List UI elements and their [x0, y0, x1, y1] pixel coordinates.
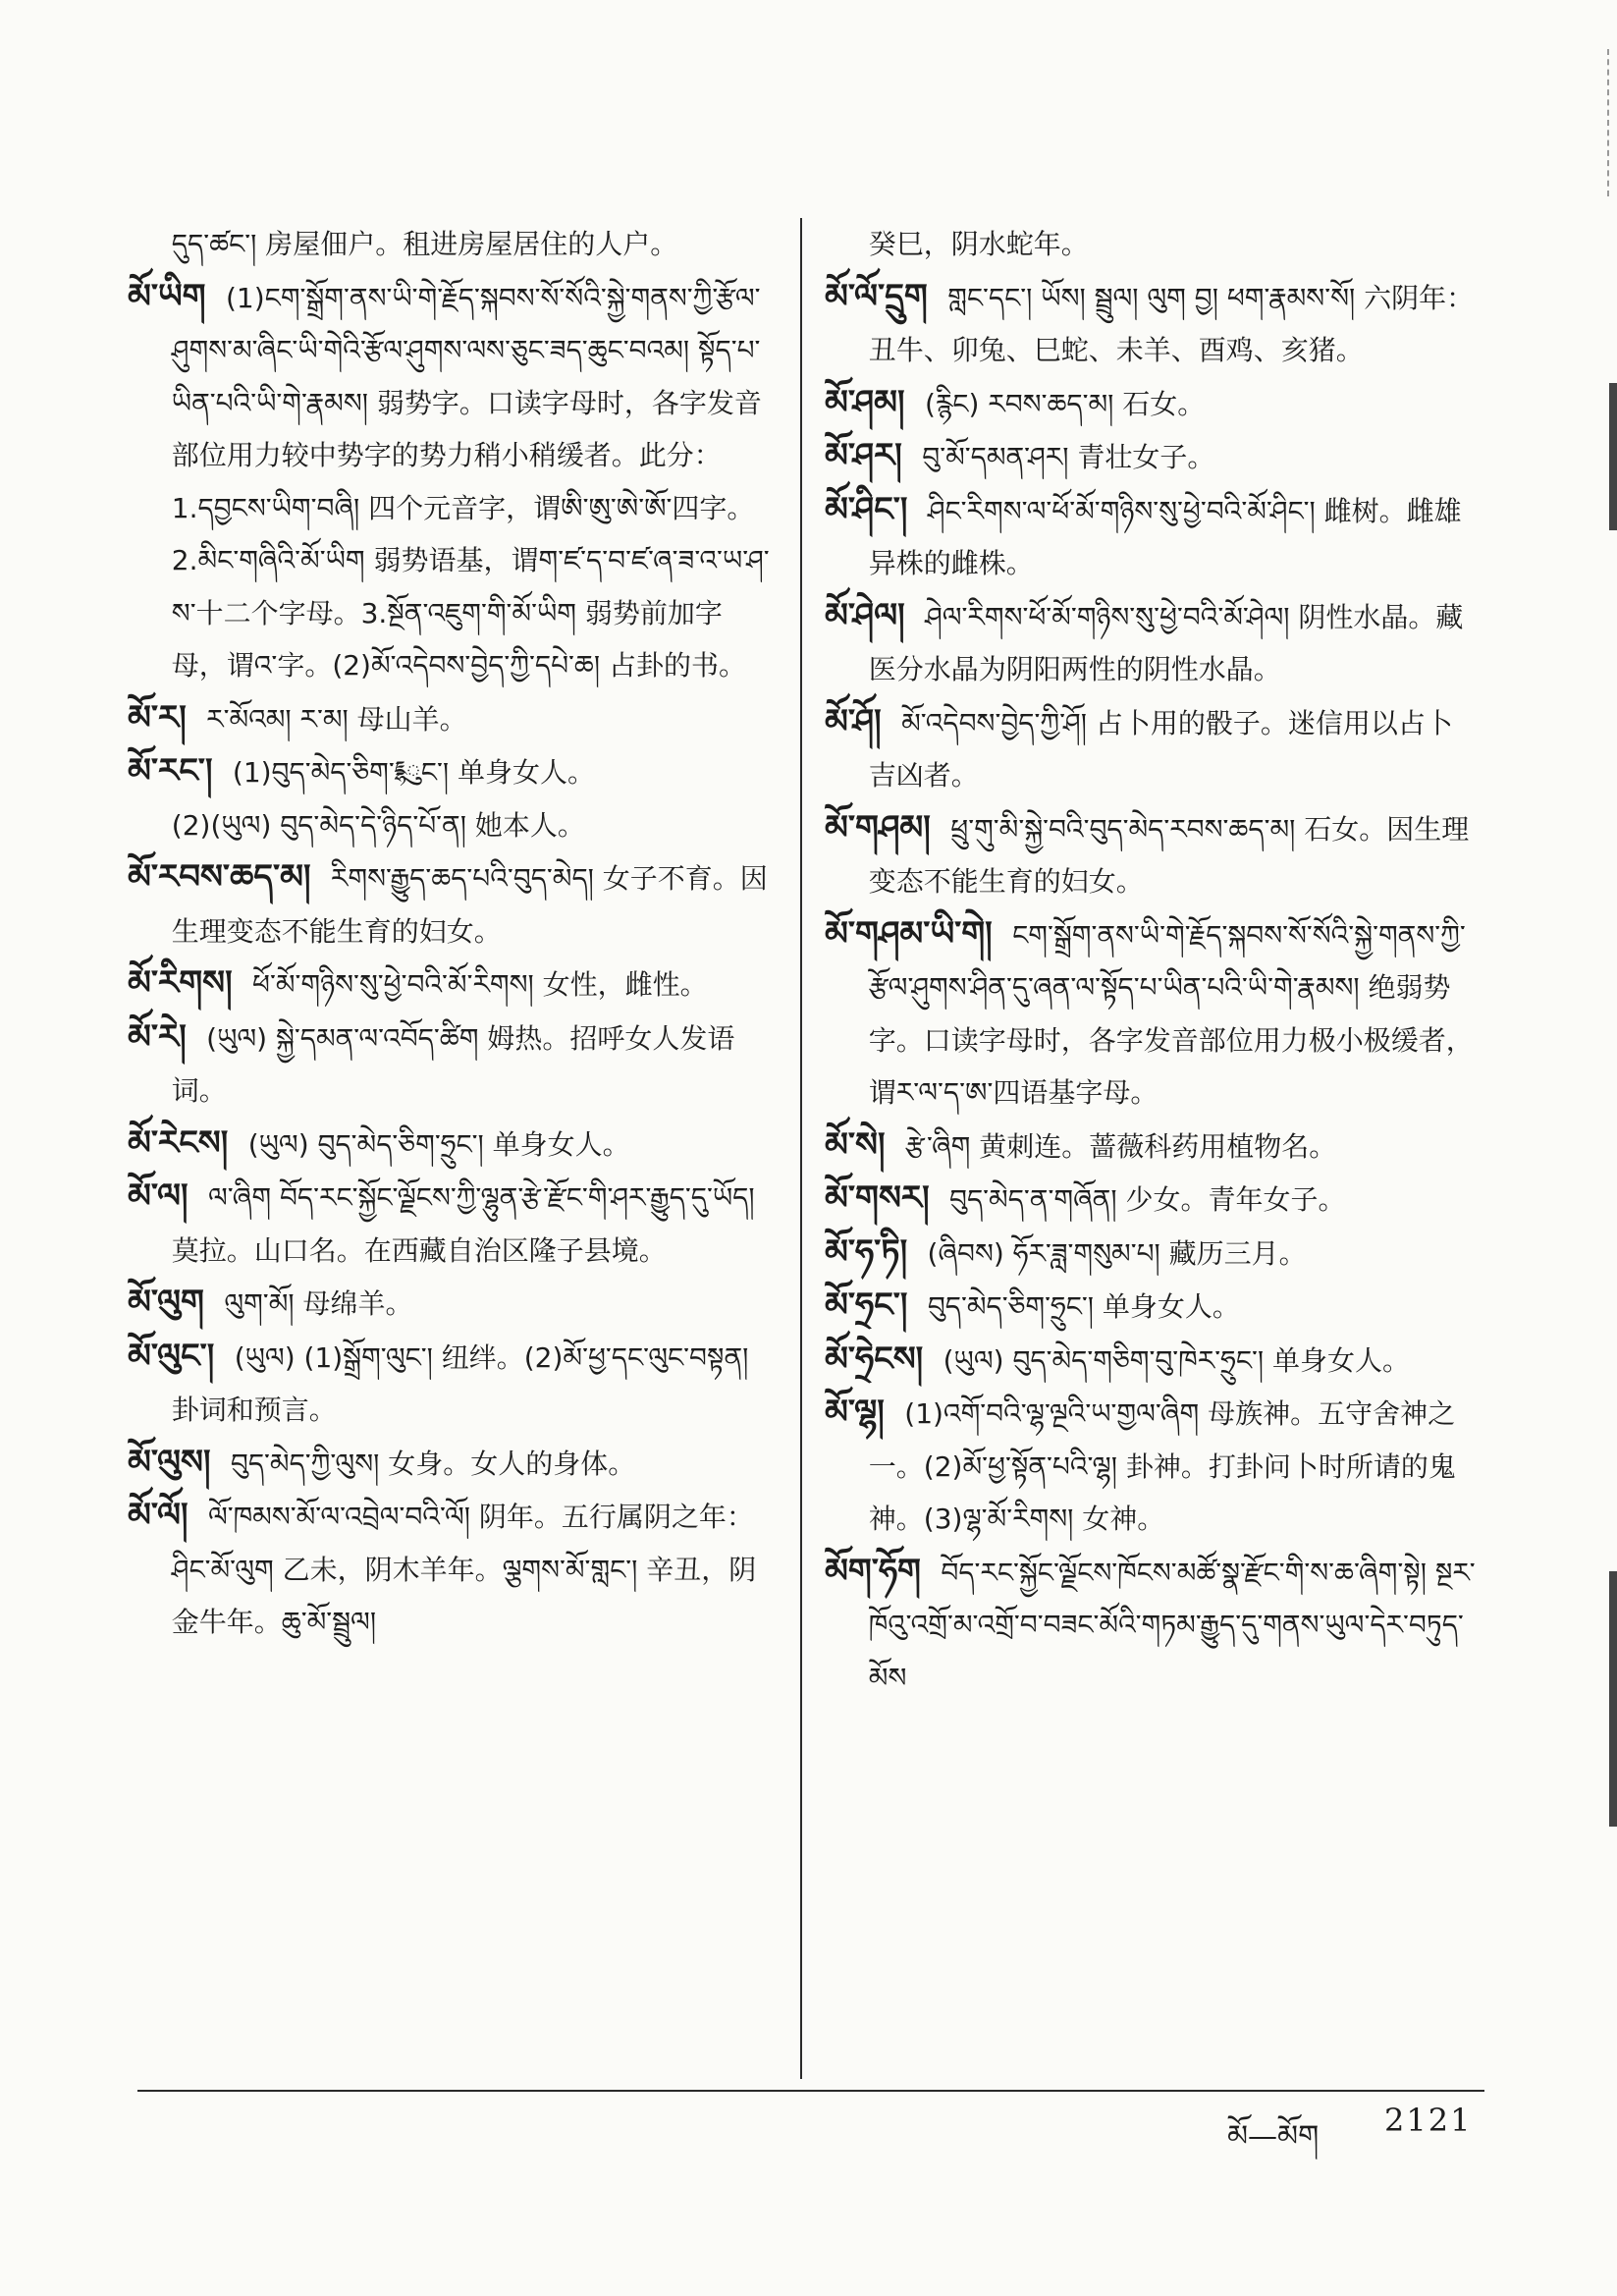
entry-headword: མོ་ཤེལ།: [825, 595, 905, 635]
entry-definition: ལ་ཞིག བོད་རང་སྐྱོང་ལྗོངས་ཀྱི་ལྷུན་རྩེ་རྫོང་གི་ཤར་རྒྱུད་དུ་ཡོད། 莫拉。山口名。在西藏自治区隆子县境。: [171, 1181, 755, 1267]
entry-continuation: [825, 218, 1478, 271]
entry-definition: ཕོ་མོ་གཉིས་སུ་ཕྱེ་བའི་མོ་རིགས། 女性，雌性。: [252, 968, 708, 1001]
entry-headword: མོ་རབས་ཆད་མ།: [128, 857, 311, 897]
dictionary-entry: [128, 745, 776, 799]
entry-headword: མོ་རེ།: [128, 1016, 187, 1057]
entry-definition: བུ་མོ་དམན་ཤར། 青壮女子。: [922, 441, 1215, 473]
entry-definition: (1)བུད་མེད་ཅིག་཈ུང་། 单身女人。: [232, 756, 595, 789]
entry-headword: མོ་ལུག: [128, 1283, 204, 1322]
entry-headword: མོ་ལྷ།: [825, 1393, 885, 1432]
entry-headword: མོ་གཤམ།: [825, 807, 931, 847]
entry-definition: 癸巳，阴水蛇年。: [868, 228, 1089, 260]
dictionary-entry: [128, 1331, 776, 1437]
entry-definition: བོད་རང་སྐྱོང་ལྗོངས་ཁོངས་མཚོ་སྣ་རྫོང་གི་ས་ཆ་ཞིག་སྟེ། སྔར་ཁོའུ་འགྲོ་མ་འགྲོ་བ་བཟང་མོའི་གཏམ་རྒྱུད་དུ་གནས་ཡུལ་དེར་བཏུད་མོས: [868, 1556, 1476, 1694]
entry-definition: (ཡུལ) (1)སྒྲོག་ལུང་། 纽绊。(2)མོ་ཕྱ་དང་ལུང་བསྟན། 卦词和预言。: [171, 1340, 749, 1426]
entry-definition: རྩེ་ཞིག 黄刺连。蔷薇科药用植物名。: [904, 1129, 1337, 1163]
dictionary-entry: [128, 851, 776, 957]
footer-entry-range: མོ—མོག: [1227, 2119, 1320, 2154]
entry-headword: མོ་རིགས།: [128, 963, 233, 1003]
entry-headword: མོ་ཤར།: [825, 436, 902, 475]
dictionary-entry: [825, 1227, 1478, 1281]
dictionary-entry: [825, 377, 1478, 431]
entry-definition: ཤེལ་རིགས་ཕོ་མོ་གཉིས་སུ་ཕྱེ་བའི་མོ་ཤེལ། 阴性水晶。藏医分水晶为阴阳两性的阴性水晶。: [868, 600, 1464, 685]
dictionary-entry: [128, 692, 776, 746]
entry-definition: (1)ངག་སྒྲོག་ནས་ཡི་གེ་རྗོད་སྐབས་སོ་སོའི་སྐྱེ་གནས་ཀྱི་རྩོལ་ཤུགས་མ་ཞིང་ཡི་གེའི་རྩོལ་ཤུགས་ལས་ཅུང་ཟད་ཆུང་བའམ། སྟོད་པ་ཡིན་པའི་ཡི་གེ་རྣམས། 弱势字。口读字母时，各字发音部位用力较中势字的势力稍小稍缓者。此分：1.དབྱངས་ཡིག་བཞི། 四个元音字，谓ཨི་ཨུ་ཨེ་ཨོ་四字。2.མིང་གཞིའི་མོ་ཡིག 弱势语基，谓ག་ཛ་ད་བ་ཛ་ཞ་ཟ་འ་ཡ་ཤ་ས་十二个字母。3.སྔོན་འཇུག་གི་མོ་ཡིག 弱势前加字母，谓འ་字。(2)མོ་འདེབས་བྱེད་ཀྱི་དཔེ་ཆ། 占卦的书。: [171, 281, 770, 682]
entry-headword: མོ་རེངས།: [128, 1122, 229, 1163]
entry-headword: མོ་ལོ།: [128, 1496, 189, 1535]
dictionary-entry: [825, 1387, 1478, 1546]
entry-headword: མོ་ཧ་ཏི།: [825, 1231, 908, 1272]
column-divider: [800, 218, 802, 2079]
dictionary-entry: [128, 1011, 776, 1118]
dictionary-entry: [825, 590, 1478, 696]
dictionary-entry: [825, 1173, 1478, 1227]
entry-definition: མོ་འདེབས་བྱེད་ཀྱི་ཤོ། 占卜用的骰子。迷信用以占卜吉凶者。: [868, 706, 1453, 792]
dictionary-entry: [825, 430, 1478, 484]
entry-definition: (ཡུལ) བུད་མེད་ཅིག་ཧྲུང་། 单身女人。: [247, 1127, 630, 1161]
entry-definition: གླང་དང་། ཡོས། སྦྲུལ། ལུག བྱ། ཕག་རྣམས་སོ། 六阴年：丑牛、卯兔、巳蛇、未羊、酉鸡、亥猪。: [868, 281, 1475, 366]
left-column: [128, 218, 776, 2100]
page-number: 2121: [1384, 2102, 1473, 2139]
entry-definition: བུད་མེད་ཀྱི་ལུས། 女身。女人的身体。: [230, 1447, 636, 1480]
entry-definition: རིགས་རྒྱུད་ཆད་པའི་བུད་མེད། 女子不育。因生理变态不能生育的妇女。: [171, 862, 768, 948]
dictionary-entry: [825, 271, 1478, 377]
entry-headword: མོ་ལོ་དྲུག: [825, 276, 928, 316]
dictionary-entry: [128, 957, 776, 1011]
dictionary-entry: [128, 1118, 776, 1172]
entry-headword: མོ་ཤོ།: [825, 701, 882, 741]
entry-definition: (1)འགོ་བའི་ལྷ་ལྔའི་ཡ་གྱལ་ཞིག 母族神。五守舍神之一。(2)མོ་ཕྱ་སྟོན་པའི་ལྷ། 卦神。打卦问卜时所请的鬼神。(3)ལྷ་མོ་རིགས། 女神。: [868, 1397, 1456, 1535]
entry-headword: མོ་ལ།: [128, 1176, 189, 1216]
dictionary-entry: [128, 1277, 776, 1331]
entry-headword: མོ་སེ།: [825, 1124, 886, 1165]
entry-headword: མོག་ཧོག: [825, 1551, 921, 1591]
dictionary-entry: [825, 1120, 1478, 1174]
scan-edge-bar: [1609, 383, 1617, 530]
entry-definition: བུད་མེད་ན་གཞོན། 少女。青年女子。: [949, 1183, 1346, 1216]
entry-headword: མོ་རང་།: [128, 751, 213, 791]
entry-definition: (ཡུལ) བུད་མེད་གཅིག་བུ་ཁེར་ཧྲུང་། 单身女人。: [943, 1343, 1410, 1377]
entry-definition: བུད་མེད་ཅིག་ཧྲུང་། 单身女人。: [927, 1290, 1240, 1323]
entry-headword: མོ་ཡིག: [128, 276, 206, 316]
entry-headword: མོ་ལུས།: [128, 1442, 211, 1482]
dictionary-entry: [825, 1280, 1478, 1334]
dictionary-entry: [128, 1437, 776, 1491]
entry-definition: (རྙིང) རབས་ཆད་མ། 石女。: [924, 387, 1206, 420]
dictionary-entry: [128, 271, 776, 692]
scan-edge-bar: [1609, 1571, 1617, 1827]
entry-headword: མོ་ཧྲང་།: [825, 1285, 908, 1325]
entry-definition: (ཡུལ) སྐྱེ་དམན་ལ་འབོད་ཚིག 姆热。招呼女人发语词。: [171, 1021, 735, 1107]
dictionary-entry: [825, 802, 1478, 908]
entry-definition: ལུག་མོ། 母绵羊。: [224, 1287, 413, 1320]
scan-edge-mark: [1588, 49, 1609, 196]
right-column: [825, 218, 1478, 2100]
footer-rule: [137, 2090, 1484, 2092]
dictionary-entry: [128, 1490, 776, 1649]
entry-headword: མོ་ཤིང་།: [825, 489, 908, 529]
entry-definition: དུད་ཚང་། 房屋佃户。租进房屋居住的人户。: [171, 228, 678, 260]
entry-headword: མོ་ཧྲེངས།: [825, 1339, 924, 1379]
entry-headword: མོ་གཤམ་ཡི་གེ།: [825, 913, 993, 954]
entry-definition: ལོ་ཁམས་མོ་ལ་འབྲེལ་བའི་ལོ། 阴年。五行属阴之年：ཤིང་མོ་ལུག 乙未，阴木羊年。ལྕགས་མོ་གླང་། 辛丑，阴金牛年。ཆུ་མོ་སྦྲུལ།: [171, 1501, 757, 1638]
entry-definition: ཕྲུ་གུ་མི་སྐྱེ་བའི་བུད་མེད་རབས་ཆད་མ། 石女。因生理变态不能生育的妇女。: [868, 812, 1470, 898]
entry-definition: (ཞིབས) ཧོར་ཟླ་གསུམ་པ། 藏历三月。: [927, 1236, 1307, 1270]
dictionary-entry: [825, 484, 1478, 590]
dictionary-entry: [825, 696, 1478, 802]
entry-headword: མོ་གསར།: [825, 1178, 930, 1218]
dictionary-entry: [825, 908, 1478, 1120]
dictionary-entry: [825, 1334, 1478, 1388]
entry-headword: མོ་ར།: [128, 697, 187, 738]
entry-definition: ཤིང་རིགས་ལ་ཕོ་མོ་གཉིས་སུ་ཕྱེ་བའི་མོ་ཤིང་། 雌树。雌雄异株的雌株。: [868, 494, 1462, 579]
entry-continuation: [128, 218, 776, 271]
entry-definition: (2)(ཡུལ) བུད་མེད་དེ་ཉིད་པོ་ན། 她本人。: [171, 808, 585, 842]
entry-continuation: [128, 799, 776, 852]
entry-definition: ར་མོའམ། ར་མ། 母山羊。: [206, 702, 467, 736]
dictionary-entry: [825, 1546, 1478, 1705]
dictionary-entry: [128, 1171, 776, 1277]
entry-headword: མོ་ཤམ།: [825, 382, 905, 422]
entry-definition: ངག་སྒྲོག་ནས་ཡི་གེ་རྗོད་སྐབས་སོ་སོའི་སྐྱེ་གནས་ཀྱི་རྩོལ་ཤུགས་ཤིན་དུ་ཞན་ལ་སྟོད་པ་ཡིན་པའི་ཡི་གེ་རྣམས། 绝弱势字。口读字母时，各字发音部位用力极小极缓者，谓ར་ལ་ད་ཨ་四语基字母。: [868, 918, 1474, 1109]
entry-headword: མོ་ལུང་།: [128, 1336, 215, 1376]
